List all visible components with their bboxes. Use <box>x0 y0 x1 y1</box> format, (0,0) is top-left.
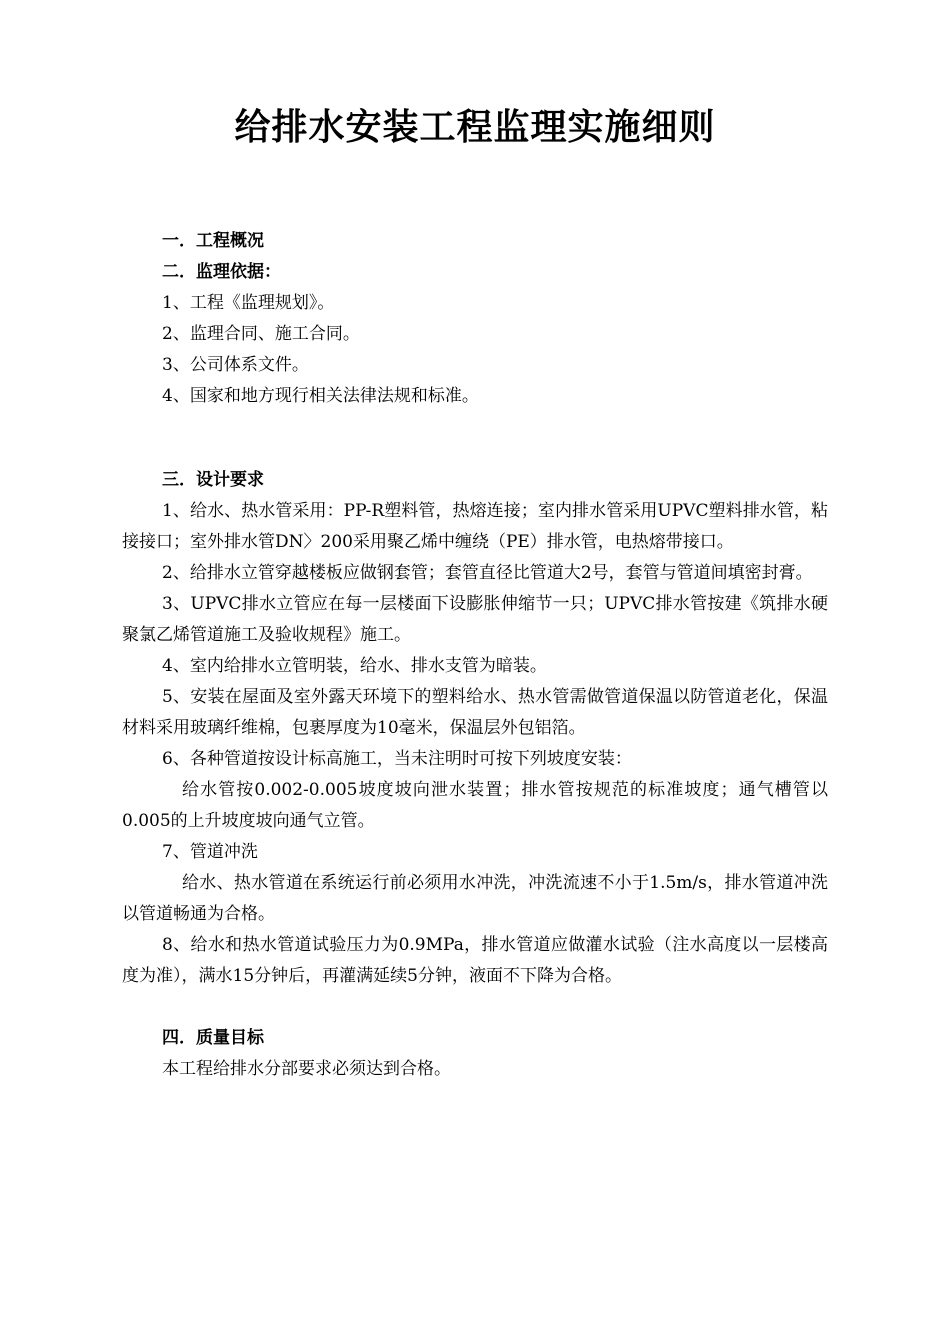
spacer <box>122 412 828 465</box>
section-heading-overview: 一．工程概况 <box>162 231 264 251</box>
requirement-paragraph: 4、室内给排水立管明装，给水、排水支管为暗装。 <box>162 656 547 676</box>
quality-paragraph: 本工程给排水分部要求必须达到合格。 <box>162 1059 451 1079</box>
requirement-subparagraph: 给水、热水管道在系统运行前必须用水冲洗，冲洗流速不小于1.5m/s，排水管道冲洗以管道畅通为合格。 <box>122 873 828 924</box>
requirement-paragraph: 8、给水和热水管道试验压力为0.9MPa，排水管道应做灌水试验（注水高度以一层楼高度为准），满水15分钟后，再灌满延续5分钟，液面不下降为合格。 <box>122 935 828 986</box>
requirement-paragraph: 6、各种管道按设计标高施工，当未注明时可按下列坡度安装： <box>162 749 632 769</box>
requirement-paragraph: 1、给水、热水管采用：PP-R塑料管，热熔连接；室内排水管采用UPVC塑料排水管，粘接接口；室外排水管DN〉200采用聚乙烯中缠绕（PE）排水管，电热熔带接口。 <box>122 501 828 552</box>
document-title: 给排水安装工程监理实施细则 <box>234 107 716 148</box>
section-heading-design-requirements: 三．设计要求 <box>162 470 264 490</box>
requirement-paragraph: 5、安装在屋面及室外露天环境下的塑料给水、热水管需做管道保温以防管道老化，保温材料采用玻璃纤维棉，包裹厚度为10毫米，保温层外包铝箔。 <box>122 687 828 738</box>
spacer <box>122 992 828 1023</box>
document-body <box>122 226 828 1085</box>
basis-item: 3、公司体系文件。 <box>162 355 309 375</box>
basis-item: 2、监理合同、施工合同。 <box>162 324 360 344</box>
requirement-paragraph: 3、UPVC排水立管应在每一层楼面下设膨胀伸缩节一只；UPVC排水管按建《筑排水硬聚氯乙烯管道施工及验收规程》施工。 <box>122 594 828 645</box>
requirement-subparagraph: 给水管按0.002-0.005坡度坡向泄水装置；排水管按规范的标准坡度；通气槽管以0.005的上升坡度坡向通气立管。 <box>122 780 828 831</box>
basis-item: 4、国家和地方现行相关法律法规和标准。 <box>162 386 479 406</box>
requirement-paragraph: 2、给排水立管穿越楼板应做钢套管；套管直径比管道大2号，套管与管道间填密封膏。 <box>162 563 813 583</box>
section-heading-quality-target: 四．质量目标 <box>162 1028 264 1048</box>
basis-item: 1、工程《监理规划》。 <box>162 293 335 313</box>
requirement-paragraph: 7、管道冲洗 <box>162 842 258 862</box>
section-heading-basis: 二．监理依据： <box>162 262 281 282</box>
